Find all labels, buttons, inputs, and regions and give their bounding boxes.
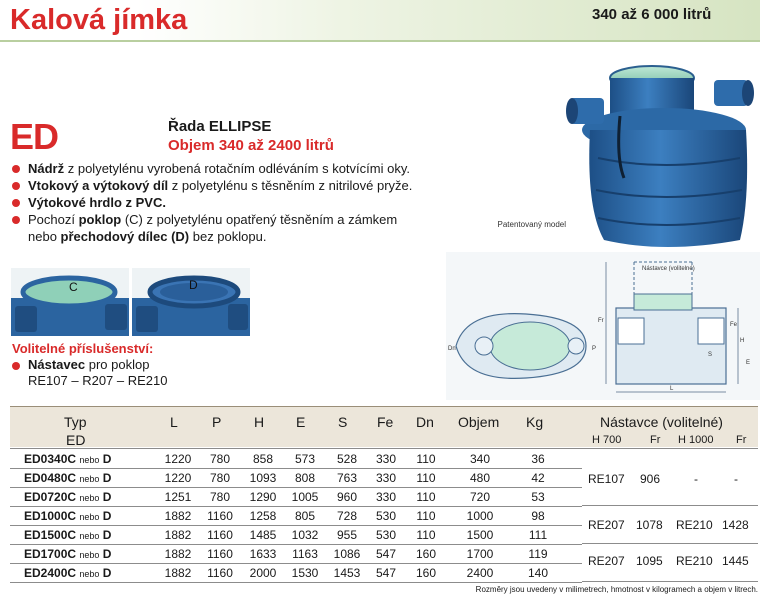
drawing-extension-label: Nástavce (volitelné) bbox=[642, 266, 695, 272]
cell-dn: 160 bbox=[415, 547, 437, 561]
cell-typ: ED1000C nebo D bbox=[24, 509, 112, 523]
patent-note: Patentovaný model bbox=[497, 220, 566, 229]
product-code: ED bbox=[10, 116, 59, 157]
ext-fr1: 906 bbox=[640, 472, 661, 486]
table-row bbox=[10, 450, 758, 469]
cell-kg: 119 bbox=[528, 547, 548, 561]
bullet-icon bbox=[12, 182, 20, 190]
drawing-label-l: L bbox=[670, 386, 674, 392]
row-divider bbox=[10, 582, 582, 583]
feature-item: Vtokový a výtokový díl z polyetylénu s těsněním z nitrilové pryže. bbox=[12, 177, 482, 194]
cell-kg: 98 bbox=[531, 509, 545, 523]
ext-fr2: - bbox=[734, 472, 738, 486]
ext-h1000: - bbox=[694, 472, 698, 486]
cell-s: 763 bbox=[336, 471, 358, 485]
feature-list bbox=[12, 160, 482, 245]
cell-fe: 330 bbox=[375, 490, 397, 504]
cell-fe: 330 bbox=[375, 471, 397, 485]
cell-s: 1453 bbox=[333, 566, 361, 580]
cell-dn: 160 bbox=[415, 566, 437, 580]
ext-h1000: RE210 bbox=[676, 518, 713, 532]
cell-e: 808 bbox=[294, 471, 316, 485]
drawing-label-fr: Fr bbox=[598, 318, 604, 324]
drawing-label-p: P bbox=[592, 346, 597, 352]
label-d: D bbox=[189, 278, 198, 292]
cell-objem: 720 bbox=[469, 490, 491, 504]
col-s: S bbox=[338, 414, 348, 430]
technical-drawing bbox=[446, 252, 760, 400]
cell-dn: 110 bbox=[416, 490, 436, 504]
drawing-label-s: S bbox=[708, 352, 713, 358]
cell-l: 1882 bbox=[164, 566, 192, 580]
ext-fr1: 1078 bbox=[636, 518, 663, 532]
cell-p: 1160 bbox=[207, 528, 233, 542]
cell-typ: ED0480C nebo D bbox=[24, 471, 112, 485]
cell-l: 1220 bbox=[164, 471, 192, 485]
series-name: Řada ELLIPSE bbox=[168, 118, 272, 135]
cell-typ: ED2400C nebo D bbox=[24, 566, 112, 580]
col-kg: Kg bbox=[526, 414, 544, 430]
cell-kg: 140 bbox=[527, 566, 549, 580]
ext-fr2: 1445 bbox=[722, 554, 749, 568]
cell-fe: 547 bbox=[375, 547, 397, 561]
bullet-icon bbox=[12, 165, 20, 173]
cell-objem: 480 bbox=[469, 471, 491, 485]
cell-kg: 36 bbox=[531, 452, 545, 466]
cell-fe: 330 bbox=[375, 452, 397, 466]
cell-l: 1882 bbox=[164, 509, 192, 523]
drawing-label-h: H bbox=[740, 338, 745, 344]
col-objem: Objem bbox=[458, 414, 500, 430]
drawing-label-dn: Dn bbox=[448, 346, 456, 352]
cell-p: 1160 bbox=[207, 547, 233, 561]
accessories-title: Volitelné příslušenství: bbox=[12, 341, 154, 356]
cell-p: 780 bbox=[209, 452, 231, 466]
cell-dn: 110 bbox=[416, 471, 436, 485]
cell-kg: 42 bbox=[531, 471, 545, 485]
divider bbox=[582, 505, 758, 506]
row-divider bbox=[10, 448, 582, 449]
cell-typ: ED1500C nebo D bbox=[24, 528, 112, 542]
drawing-label-fe: Fe bbox=[730, 322, 738, 328]
cell-objem: 2400 bbox=[466, 566, 494, 580]
accessory-codes: RE107 – R207 – RE210 bbox=[28, 373, 168, 388]
cell-e: 573 bbox=[294, 452, 316, 466]
col-ed: ED bbox=[66, 432, 86, 448]
col-h700: H 700 bbox=[592, 434, 622, 446]
page-title: Kalová jímka bbox=[10, 4, 188, 36]
col-fe: Fe bbox=[377, 414, 394, 430]
cell-e: 1530 bbox=[291, 566, 319, 580]
col-p: P bbox=[212, 414, 222, 430]
feature-item: Výtokové hrdlo z PVC. bbox=[12, 194, 482, 211]
cell-h: 1633 bbox=[249, 547, 277, 561]
col-h: H bbox=[254, 414, 265, 430]
cell-fe: 530 bbox=[375, 528, 397, 542]
ext-h700: RE107 bbox=[588, 472, 625, 486]
cell-dn: 110 bbox=[416, 528, 436, 542]
ext-h1000: RE210 bbox=[676, 554, 713, 568]
bullet-icon bbox=[12, 199, 20, 207]
cell-e: 1032 bbox=[291, 528, 319, 542]
ext-fr1: 1095 bbox=[636, 554, 663, 568]
cell-l: 1882 bbox=[164, 528, 192, 542]
cell-p: 780 bbox=[209, 490, 231, 504]
page-header bbox=[0, 0, 760, 42]
col-fr1: Fr bbox=[650, 434, 661, 446]
cell-h: 2000 bbox=[249, 566, 277, 580]
spec-table-header bbox=[10, 406, 758, 447]
cell-objem: 1700 bbox=[466, 547, 494, 561]
label-c: C bbox=[69, 280, 78, 294]
cell-e: 1163 bbox=[292, 547, 318, 561]
tank-image bbox=[564, 58, 760, 253]
footnote: Rozměry jsou uvedeny v milimetrech, hmotnost v kilogramech a objem v litrech. bbox=[475, 585, 758, 594]
divider bbox=[582, 543, 758, 544]
cell-objem: 1000 bbox=[466, 509, 494, 523]
cell-kg: 111 bbox=[528, 528, 548, 542]
cover-photo-d bbox=[132, 268, 250, 336]
bullet-icon bbox=[12, 216, 20, 224]
col-fr2: Fr bbox=[736, 434, 747, 446]
series-volume: Objem 340 až 2400 litrů bbox=[168, 137, 334, 154]
ext-h700: RE207 bbox=[588, 518, 625, 532]
cell-s: 1086 bbox=[333, 547, 361, 561]
cell-s: 728 bbox=[336, 509, 358, 523]
divider bbox=[582, 581, 758, 582]
cell-kg: 53 bbox=[531, 490, 545, 504]
cell-h: 1290 bbox=[249, 490, 277, 504]
cell-p: 1160 bbox=[207, 509, 233, 523]
col-dn: Dn bbox=[416, 414, 434, 430]
accessory-item: Nástavec pro poklop RE107 – R207 – RE210 bbox=[12, 357, 167, 389]
cell-dn: 110 bbox=[416, 509, 436, 523]
cell-l: 1220 bbox=[164, 452, 192, 466]
cell-h: 1258 bbox=[249, 509, 277, 523]
cell-fe: 547 bbox=[375, 566, 397, 580]
cell-objem: 340 bbox=[469, 452, 491, 466]
lid-c-image bbox=[11, 268, 129, 336]
cell-e: 805 bbox=[294, 509, 316, 523]
col-nastavce: Nástavce (volitelné) bbox=[600, 414, 723, 430]
cell-typ: ED1700C nebo D bbox=[24, 547, 112, 561]
spec-table bbox=[10, 406, 758, 582]
cell-typ: ED0720C nebo D bbox=[24, 490, 112, 504]
feature-item: Pochozí poklop (C) z polyetylénu opatřený těsněním a zámkem nebo přechodový dílec (D) bez poklopu. bbox=[12, 211, 482, 245]
cover-photo-c bbox=[11, 268, 129, 336]
cell-p: 780 bbox=[209, 471, 231, 485]
col-l: L bbox=[170, 414, 178, 430]
cell-objem: 1500 bbox=[466, 528, 494, 542]
divider bbox=[582, 448, 758, 449]
ext-h700: RE207 bbox=[588, 554, 625, 568]
cell-fe: 530 bbox=[375, 509, 397, 523]
cell-h: 1093 bbox=[249, 471, 277, 485]
col-typ: Typ bbox=[64, 414, 87, 430]
cell-typ: ED0340C nebo D bbox=[24, 452, 112, 466]
cell-l: 1251 bbox=[164, 490, 192, 504]
cell-h: 858 bbox=[252, 452, 274, 466]
drawing-label-e: E bbox=[746, 360, 751, 366]
cell-dn: 110 bbox=[416, 452, 436, 466]
cell-s: 960 bbox=[336, 490, 358, 504]
cell-s: 528 bbox=[336, 452, 358, 466]
cell-l: 1882 bbox=[164, 547, 192, 561]
feature-item: Nádrž z polyetylénu vyrobená rotačním odléváním s kotvícími oky. bbox=[12, 160, 482, 177]
ext-fr2: 1428 bbox=[722, 518, 749, 532]
cell-h: 1485 bbox=[249, 528, 277, 542]
cell-e: 1005 bbox=[291, 490, 319, 504]
col-e: E bbox=[296, 414, 306, 430]
cell-s: 955 bbox=[336, 528, 358, 542]
capacity-range: 340 až 6 000 litrů bbox=[592, 6, 712, 23]
col-h1000: H 1000 bbox=[678, 434, 714, 446]
cell-p: 1160 bbox=[207, 566, 233, 580]
bullet-icon bbox=[12, 362, 20, 370]
